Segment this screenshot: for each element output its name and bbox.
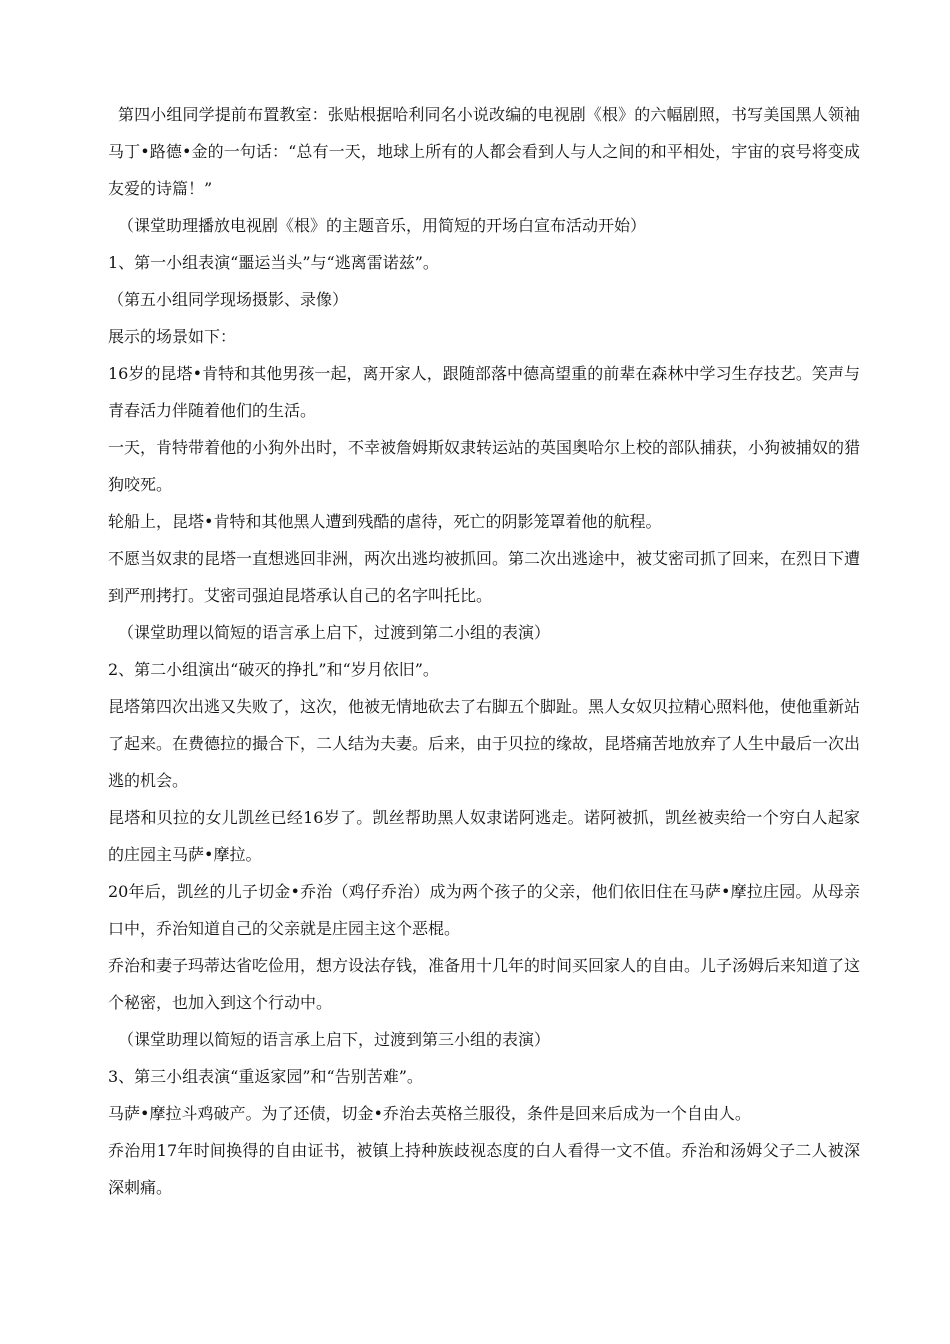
paragraph-scene-bankrupt: 马萨•摩拉斗鸡破产。为了还债，切金•乔治去英格兰服役，条件是回来后成为一个自由人。 <box>108 1104 751 1123</box>
paragraph-classroom-setup: 第四小组同学提前布置教室：张贴根据哈利同名小说改编的电视剧《根》的六幅剧照，书写美国黑人领袖马丁•路德•金的一句话：“总有一天，地球上所有的人都会看到人与人之间的和平相处，宇宙的哀号将变成友爱的诗篇！” <box>108 105 860 198</box>
paragraph-transition-group3: （课堂助理以简短的语言承上启下，过渡到第三小组的表演） <box>118 1030 551 1049</box>
paragraph-scene-escape: 不愿当奴隶的昆塔一直想逃回非洲，两次出逃均被抓回。第二次出逃途中，被艾密司抓了回来，在烈日下遭到严刑拷打。艾密司强迫昆塔承认自己的名字叫托比。 <box>108 549 861 605</box>
document-body <box>108 96 860 1206</box>
paragraph-group3-heading: 3、第三小组表演“重返家园”和“告别苦难”。 <box>108 1067 423 1086</box>
paragraph-scene-chicken-george: 20年后，凯丝的儿子切金•乔治（鸡仔乔治）成为两个孩子的父亲，他们依旧住在马萨•摩拉庄园。从母亲口中，乔治知道自己的父亲就是庄园主这个恶棍。 <box>108 882 860 938</box>
paragraph-group2-heading: 2、第二小组演出“破灭的挣扎”和“岁月依旧”。 <box>108 660 439 679</box>
paragraph-group5-filming: （第五小组同学现场摄影、录像） <box>108 290 349 309</box>
paragraph-scene-forest: 16岁的昆塔•肯特和其他男孩一起，离开家人，跟随部落中德高望重的前辈在森林中学习生存技艺。笑声与青春活力伴随着他们的生活。 <box>108 364 860 420</box>
paragraph-scene-kizzy: 昆塔和贝拉的女儿凯丝已经16岁了。凯丝帮助黑人奴隶诺阿逃走。诺阿被抓，凯丝被卖给一个穷白人起家的庄园主马萨•摩拉。 <box>108 808 860 864</box>
paragraph-transition-group2: （课堂助理以简短的语言承上启下，过渡到第二小组的表演） <box>118 623 551 642</box>
paragraph-scene-ship: 轮船上，昆塔•肯特和其他黑人遭到残酷的虐待，死亡的阴影笼罩着他的航程。 <box>108 512 662 531</box>
paragraph-scenes-intro: 展示的场景如下： <box>108 327 237 346</box>
paragraph-scene-freedom-papers: 乔治用17年时间换得的自由证书，被镇上持种族歧视态度的白人看得一文不值。乔治和汤姆父子二人被深深刺痛。 <box>108 1141 860 1197</box>
paragraph-scene-fourth-escape: 昆塔第四次出逃又失败了，这次，他被无情地砍去了右脚五个脚趾。黑人女奴贝拉精心照料他，使他重新站了起来。在费德拉的撮合下，二人结为夫妻。后来，由于贝拉的缘故，昆塔痛苦地放弃了人生中最后一次出逃的机会。 <box>108 697 861 790</box>
paragraph-assistant-opening: （课堂助理播放电视剧《根》的主题音乐，用简短的开场白宣布活动开始） <box>118 216 647 235</box>
paragraph-group1-heading: 1、第一小组表演“噩运当头”与“逃离雷诺兹”。 <box>108 253 439 272</box>
paragraph-scene-saving: 乔治和妻子玛蒂达省吃俭用，想方设法存钱，准备用十几年的时间买回家人的自由。儿子汤姆后来知道了这个秘密，也加入到这个行动中。 <box>108 956 861 1012</box>
paragraph-scene-capture: 一天，肯特带着他的小狗外出时，不幸被詹姆斯奴隶转运站的英国奥哈尔上校的部队捕获，小狗被捕奴的猎狗咬死。 <box>108 438 861 494</box>
